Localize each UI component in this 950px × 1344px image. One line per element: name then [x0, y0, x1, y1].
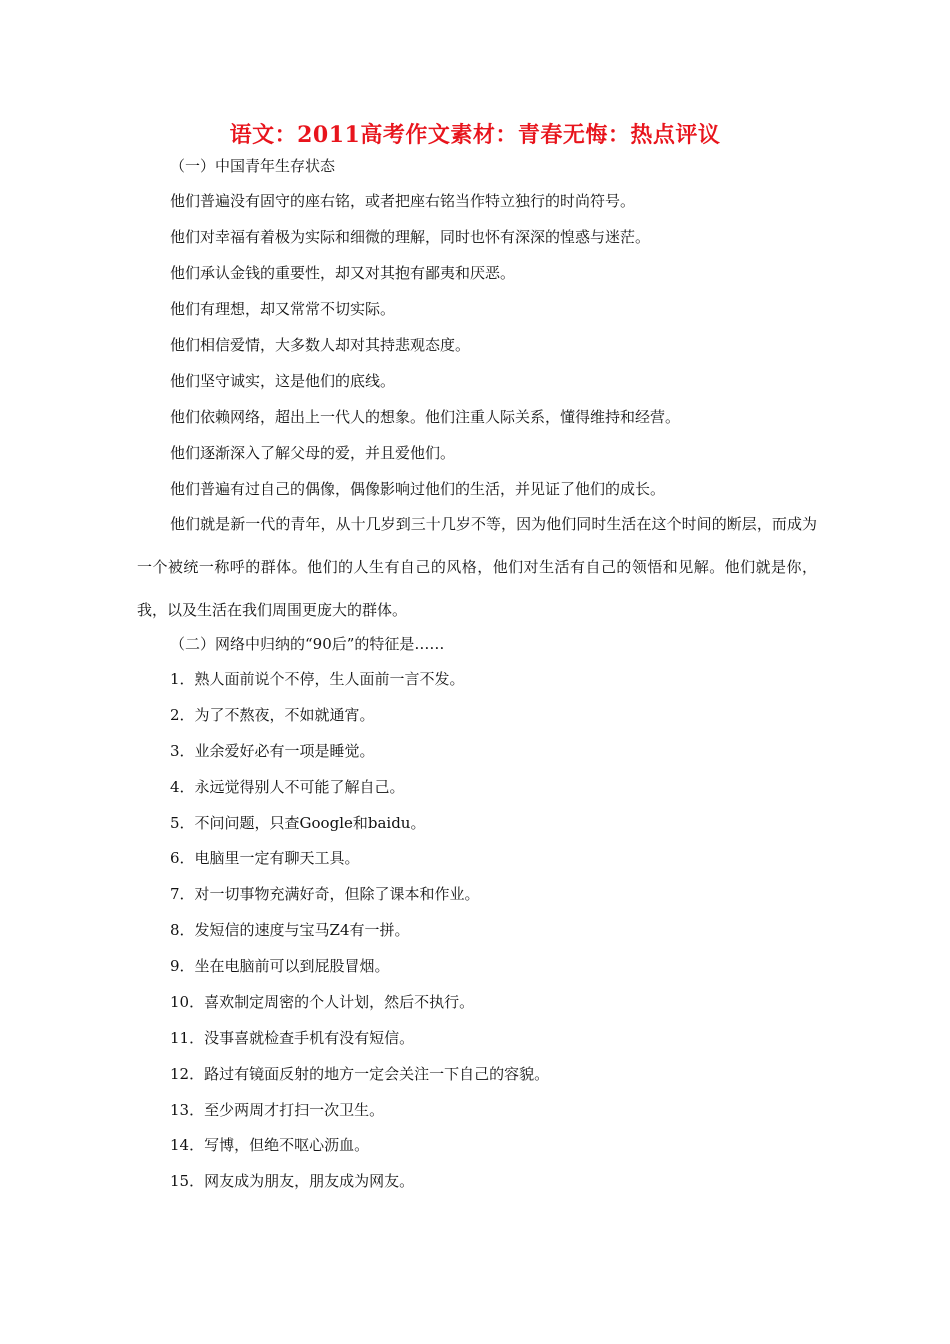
- list-item: 8．发短信的速度与宝马Z4有一拼。: [170, 921, 410, 939]
- section-heading-2: （二）网络中归纳的“90后”的特征是……: [170, 635, 445, 653]
- list-item: 7．对一切事物充满好奇，但除了课本和作业。: [170, 885, 480, 903]
- section1-line: 他们相信爱情，大多数人却对其持悲观态度。: [170, 336, 471, 354]
- list-item: 2．为了不熬夜，不如就通宵。: [170, 706, 375, 724]
- list-item: 15．网友成为朋友，朋友成为网友。: [170, 1172, 415, 1190]
- section1-line: 他们对幸福有着极为实际和细微的理解，同时也怀有深深的惶惑与迷茫。: [170, 228, 651, 246]
- section1-line: 他们逐渐深入了解父母的爱，并且爱他们。: [170, 444, 456, 462]
- section1-line: 他们有理想，却又常常不切实际。: [170, 300, 396, 318]
- list-item: 5．不问问题，只查Google和baidu。: [170, 814, 426, 832]
- list-item: 9．坐在电脑前可以到屁股冒烟。: [170, 957, 390, 975]
- list-item: 14．写博，但绝不呕心沥血。: [170, 1136, 370, 1154]
- section1-line: 他们普遍没有固守的座右铭，或者把座右铭当作特立独行的时尚符号。: [170, 192, 636, 210]
- list-item: 10．喜欢制定周密的个人计划，然后不执行。: [170, 993, 475, 1011]
- list-item: 11．没事喜就检查手机有没有短信。: [170, 1029, 415, 1047]
- list-item: 12．路过有镜面反射的地方一定会关注一下自己的容貌。: [170, 1065, 550, 1083]
- list-item: 3．业余爱好必有一项是睡觉。: [170, 742, 375, 760]
- section1-paragraph: 他们就是新一代的青年，从十几岁到三十几岁不等，因为他们同时生活在这个时间的断层，而成为一个被统一称呼的群体。他们的人生有自己的风格，他们对生活有自己的领悟和见解。他们就是你，我，以及生活在我们周围更庞大的群体。: [137, 515, 817, 619]
- section1-line: 他们承认金钱的重要性，却又对其抱有鄙夷和厌恶。: [170, 264, 516, 282]
- section1-line: 他们普遍有过自己的偶像，偶像影响过他们的生活，并见证了他们的成长。: [170, 480, 666, 498]
- section1-line: 他们坚守诚实，这是他们的底线。: [170, 372, 396, 390]
- list-item: 13．至少两周才打扫一次卫生。: [170, 1101, 385, 1119]
- section1-line: 他们依赖网络，超出上一代人的想象。他们注重人际关系，懂得维持和经营。: [170, 408, 681, 426]
- section-heading-1: （一）中国青年生存状态: [170, 157, 336, 175]
- document-title: 语文：2011高考作文素材：青春无悔：热点评议: [229, 122, 721, 148]
- list-item: 1．熟人面前说个不停，生人面前一言不发。: [170, 670, 465, 688]
- list-item: 6．电脑里一定有聊天工具。: [170, 849, 360, 867]
- list-item: 4．永远觉得别人不可能了解自己。: [170, 778, 405, 796]
